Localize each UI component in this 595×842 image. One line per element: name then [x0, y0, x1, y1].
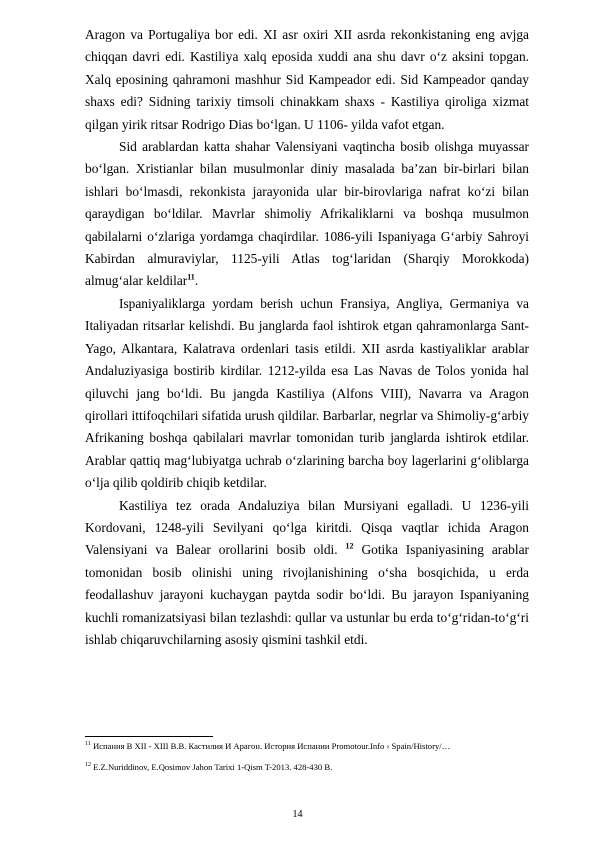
paragraph-2: Sid arablardan katta shahar Valensiyani vaqtincha bosib olishga muyassar bo‘lgan. Xristianlar bilan musulmonlar diniy masalada ba’zan bir-birlari bilan ishlari bo‘lmasdi, rekonkista jarayonida ular bir-birovlariga nafrat ko‘zi bilan qaraydigan bo‘ldilar. Mavrlar shimoliy Afrikaliklarni va boshqa musulmon qabilalarni o‘zlariga yordamga chaqirdilar. 1086-yili Ispaniyaga G‘arbiy Sahroyi Kabirdan almuraviylar, 1125-yili Atlas tog‘laridan (Sharqiy Morokkoda) almug‘alar keldilar$^{11}$. [85, 139, 529, 289]
footnote-ref-12[interactable]: 12 [345, 541, 354, 551]
page-body [85, 24, 529, 651]
footnote-12: $^{12}$ E.Z.Nuriddinov, E.Qosimov Jahon Tarixi 1-Qism T-2013. 428-430 B. [85, 762, 333, 772]
paragraph-1: Aragon va Portugaliya bor edi. XI asr oxiri XII asrda rekonkistaning eng avjga chiqqan davri edi. Kastiliya xalq eposida xuddi ana shu davr o‘z aksini topgan. Xalq eposining qahramoni mashhur Sid Kampeador edi. Sid Kampeador qanday shaxs edi? Sidning tarixiy timsoli chinakkam shaxs - Kastiliya qiroliga xizmat qilgan yirik ritsar Rodrigo Dias bo‘lgan. U 1106- yilda vafot etgan. [85, 27, 529, 132]
paragraph-4: Kastiliya tez orada Andaluziya bilan Mursiyani egalladi. U 1236-yili Kordovani, 1248-yili Sevilyani qo‘lga kiritdi. Qisqa vaqtlar ichida Aragon Valensiyani va Balear orollarini bosib oldi. $^{12}$ Gotika Ispaniyasining arablar tomonidan bosib olinishi uning rivojlanishining o‘sha bosqichida, u erda feodallashuv jarayoni kuchaygan paytda sodir bo‘ldi. Bu jarayon Ispaniyaning kuchli romanizatsiyasi bilan tezlashdi: qullar va ustunlar bu erda to‘g‘ridan-to‘g‘ri ishlab chiqaruvchilarning asosiy qismini tashkil etdi. [85, 497, 529, 647]
footnote-ref-11[interactable]: 11 [187, 273, 195, 282]
paragraph-3: Ispaniyaliklarga yordam berish uchun Fransiya, Angliya, Germaniya va Italiyadan ritsarlar kelishdi. Bu janglarda faol ishtirok etgan qahramonlarga Sant-Yago, Alkantara, Kalatrava ordenlari tasis etildi. XII asrda kastiyaliklar arablar Andaluziyasiga bostirib kirdilar. 1212-yilda esa Las Navas de Tolos yonida hal qiluvchi jang bo‘ldi. Bu jangda Kastiliya (Alfons VIII), Navarra va Aragon qirollari ittifoqchilari sifatida urush qildilar. Barbarlar, negrlar va Shimoliy-g‘arbiy Afrikaning boshqa qabilalari mavrlar tomonidan turib janglarda ishtirok etdilar. Arablar qattiq mag‘lubiyatga uchrab o‘zlarining barcha boy lagerlarini g‘oliblarga o‘lja qilib qoldirib chiqib ketdilar. [85, 295, 529, 491]
page-number: 14 [292, 809, 303, 820]
footnote-11: $^{11}$ Испания В XII - XIII В.В. Кастилия И Арагон. История Испании Promotour.Info › Spain/History/… [85, 741, 451, 751]
footnote-separator [85, 736, 213, 737]
